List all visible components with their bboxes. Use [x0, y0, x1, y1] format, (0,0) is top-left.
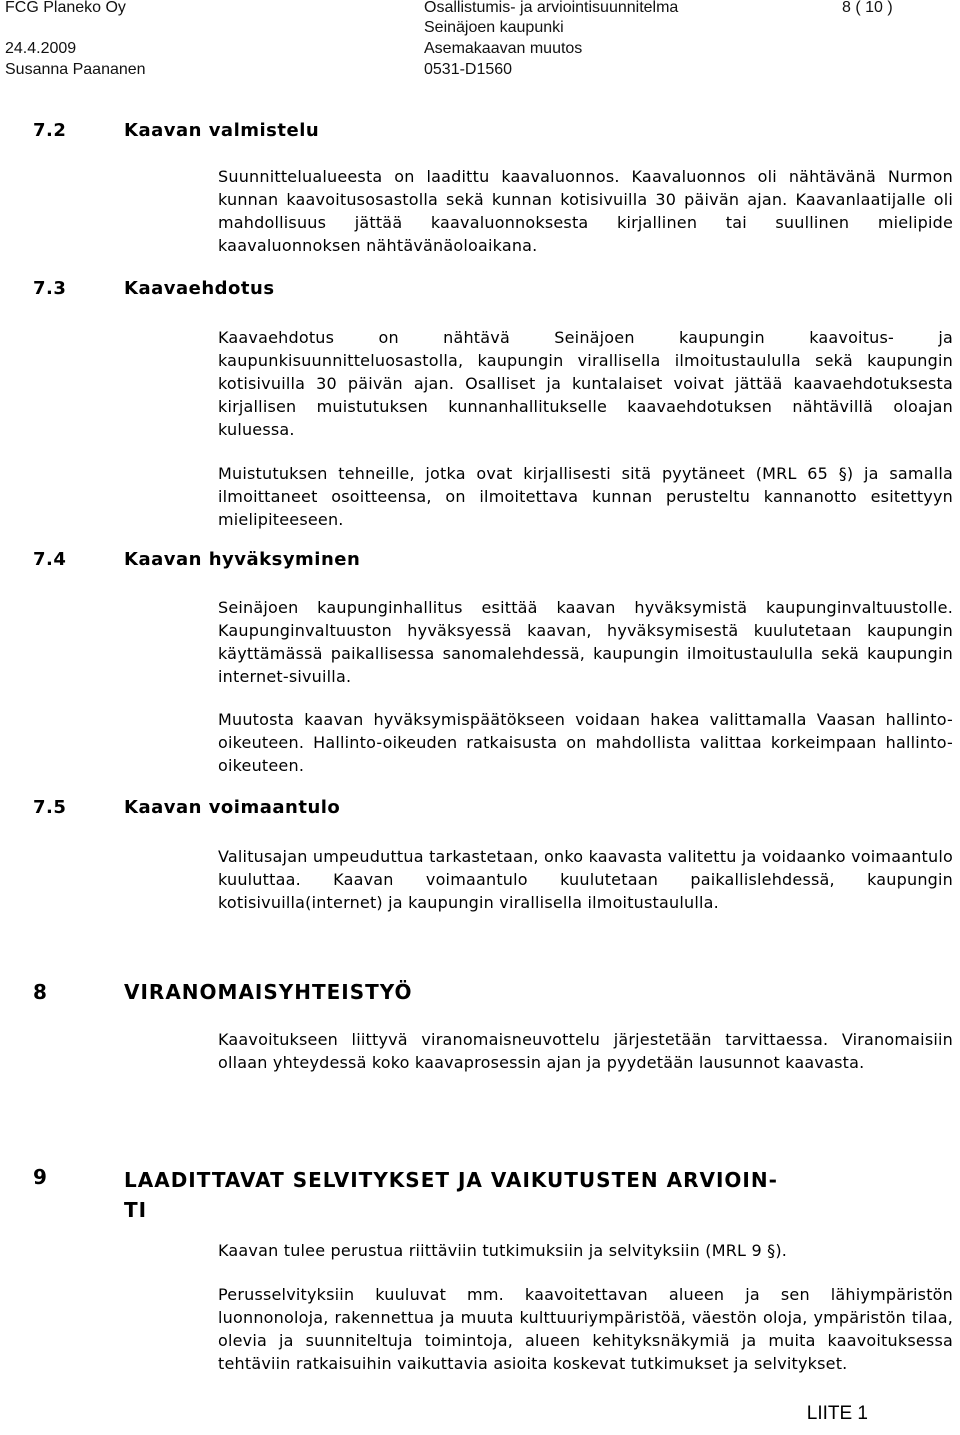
- section-title: Kaavan valmistelu: [124, 120, 320, 141]
- header-code: 0531-D1560: [424, 61, 513, 78]
- header-date: 24.4.2009: [5, 40, 77, 57]
- section-title: VIRANOMAISYHTEISTYÖ: [124, 980, 413, 1004]
- section-9-heading: [0, 1165, 960, 1225]
- paragraph-approval: Seinäjoen kaupunginhallitus esittää kaavan hyväksymistä kaupunginvaltuustolle. Kaupunginvaltuuston hyväksyessä kaavan, hyväksymisestä kuulutetaan kaupungin käyttämässä paikallisessa sanomalehdessä, kaupungin ilmoitustaululla sekä kaupungin internet-sivuilla.: [218, 598, 953, 686]
- section-number: 9: [33, 1165, 48, 1189]
- paragraph-objections: Muistutuksen tehneille, jotka ovat kirjallisesti sitä pyytäneet (MRL 65 §) ja samalla ilmoittaneet osoitteensa, on ilmoitettava kunnan perusteltu kannanotto esitettyyn mielipiteeseen.: [218, 464, 953, 529]
- section-8-heading: [0, 980, 960, 1008]
- paragraph-basic-surveys: Perusselvityksiin kuuluvat mm. kaavoitettavan alueen ja sen lähiympäristön luonnonoloja, rakennettua ja muuta kulttuuriympäristöä, väestön oloja, ympäristön tilaa, olevia ja suunniteltuja toimintoja, alueen kehityksnäkymiä ja muita kaavoituksessa tehtäviin ratkaisuihin vaikuttavia asioita koskevat tutkimukset ja selvitykset.: [218, 1285, 953, 1373]
- paragraph-preparation: Suunnittelualueesta on laadittu kaavaluonnos. Kaavaluonnos oli nähtävänä Nurmon kunnan kaavoitusosastolla sekä kunnan kotisivuilla 30 päivän ajan. Kaavanlaatijalle oli mahdollisuus jättää kaavaluonnoksesta kirjallinen tai suullinen mielipide kaavaluonnoksen nähtävänäoloaikana.: [218, 167, 953, 255]
- section-title: Kaavan voimaantulo: [124, 797, 341, 818]
- section-title: Kaavaehdotus: [124, 278, 275, 299]
- paragraph-proposal: Kaavaehdotus on nähtävä Seinäjoen kaupungin kaavoitus- ja kaupunkisuunnitteluosastolla, kaupungin virallisella ilmoitustaululla sekä kaupungin kotisivuilla 30 päivän ajan. Osalliset ja kuntalaiset voivat jättää kaavaehdotuksesta kirjallisen muistutuksen kunnanhallitukselle kaavaehdotuksen nähtävillä oloajan kuluessa.: [218, 328, 953, 439]
- section-number: 7.2: [33, 120, 67, 141]
- header-subject: Asemakaavan muutos: [424, 40, 583, 57]
- paragraph-authority-cooperation: Kaavoitukseen liittyvä viranomaisneuvottelu järjestetään tarvittaessa. Viranomaisiin ollaan yhteydessä koko kaavaprosessin ajan ja pyydetään lausunnot kaavasta.: [218, 1030, 953, 1072]
- section-number: 7.5: [33, 797, 67, 818]
- section-number: 7.3: [33, 278, 67, 299]
- header-page-number: 8 ( 10 ): [842, 0, 893, 16]
- header-doc-title: Osallistumis- ja arviointisuunnitelma: [424, 0, 679, 16]
- appendix-label: LIITE 1: [806, 1403, 868, 1424]
- section-title: Kaavan hyväksyminen: [124, 549, 361, 570]
- paragraph-entry-into-force: Valitusajan umpeuduttua tarkastetaan, onko kaavasta valitettu ja voidaanko voimaantulo kuuluttaa. Kaavan voimaantulo kuulutetaan paikallislehdessä, kaupungin kotisivuilla(internet) ja kaupungin virallisella ilmoitustaululla.: [218, 847, 953, 912]
- paragraph-surveys: Kaavan tulee perustua riittäviin tutkimuksiin ja selvityksiin (MRL 9 §).: [218, 1241, 788, 1260]
- header-company: FCG Planeko Oy: [5, 0, 126, 16]
- header-city: Seinäjoen kaupunki: [424, 19, 564, 36]
- section-title: LAADITTAVAT SELVITYKSET JA VAIKUTUSTEN ARVIOIN- TI: [124, 1168, 778, 1222]
- header-author: Susanna Paananen: [5, 61, 146, 78]
- section-number: 7.4: [33, 549, 67, 570]
- section-number: 8: [33, 980, 48, 1004]
- paragraph-appeal: Muutosta kaavan hyväksymispäätökseen voidaan hakea valittamalla Vaasan hallinto-oikeuteen. Hallinto-oikeuden ratkaisusta on mahdollista valittaa korkeimpaan hallinto-oikeuteen.: [218, 710, 953, 775]
